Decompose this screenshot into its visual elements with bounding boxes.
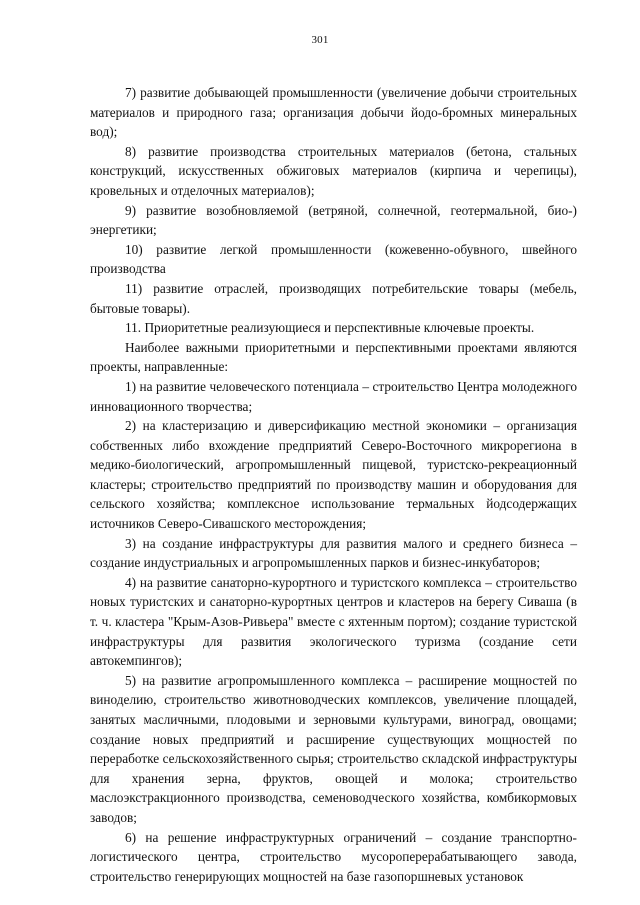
paragraph-project-4-tourism: 4) на развитие санаторно-курортного и туристского комплекса – строительство новых туристских и санаторно-курортных центров и кластеров на берегу Сиваша (в т. ч. кластера "Крым-Азов-Ривьера" вместе с яхтенным портом); создание туристской инфраструктуры для развития экологического туризма (создание сети автокемпингов); [90,574,577,669]
document-body [90,83,577,886]
paragraph-item-9-renewable-energy: 9) развитие возобновляемой (ветряной, солнечной, геотермальной, био-) энергетики; [90,202,577,238]
paragraph-project-5-agro: 5) на развитие агропромышленного комплекса – расширение мощностей по виноделию, строительство животноводческих комплексов, увеличение площадей, занятых масличными, плодовыми и зерновыми культурами, виноград, овощами; создание новых предприятий и расширение существующих мощностей по переработке сельскохозяйственного сырья; строительство складской инфраструктуры для хранения зерна, фруктов, овощей и молока; строительство маслоэкстракционного производства, семеноводческого хозяйства, комбикормовых заводов; [90,672,577,825]
paragraph-project-2-clusterization: 2) на кластеризацию и диверсификацию местной экономики – организация собственных либо вхождение предприятий Северо-Восточного микрорегиона в медико-биологический, агропромышленный пищевой, туристско-рекреационный кластеры; строительство предприятий по производству машин и оборудования для сельского хозяйства; комплексное использование термальных йодсодержащих источников Северо-Сивашского месторождения; [90,418,577,532]
paragraph-project-6-infrastructure: 6) на решение инфраструктурных ограничений – создание транспортно-логистического центра, строительство мусороперерабатывающего завода, строительство генерирующих мощностей на базе газопоршневых установок [90,829,577,884]
paragraph-intro-projects: Наиболее важными приоритетными и перспективными проектами являются проекты, направленные: [90,339,577,375]
paragraph-item-10-light-industry: 10) развитие легкой промышленности (кожевенно-обувного, швейного производства [90,241,577,277]
paragraph-item-8-building-materials: 8) развитие производства строительных материалов (бетона, стальных конструкций, искусственных обжиговых материалов (кирпича и черепицы), кровельных и отделочных материалов); [90,143,577,198]
paragraph-project-3-small-business: 3) на создание инфраструктуры для развития малого и среднего бизнеса – создание индустриальных и агропромышленных парков и бизнес-инкубаторов; [90,535,577,571]
paragraph-project-1-human-potential: 1) на развитие человеческого потенциала – строительство Центра молодежного инновационного творчества; [90,378,577,414]
paragraph-item-7-mining: 7) развитие добывающей промышленности (увеличение добычи строительных материалов и природного газа; организация добычи йодо-бромных минеральных вод); [90,85,577,140]
paragraph-item-11-consumer-goods: 11) развитие отраслей, производящих потребительские товары (мебель, бытовые товары). [90,280,577,316]
page-number: 301 [311,34,329,46]
section-heading-key-projects: 11. Приоритетные реализующиеся и перспективные ключевые проекты. [125,320,535,336]
